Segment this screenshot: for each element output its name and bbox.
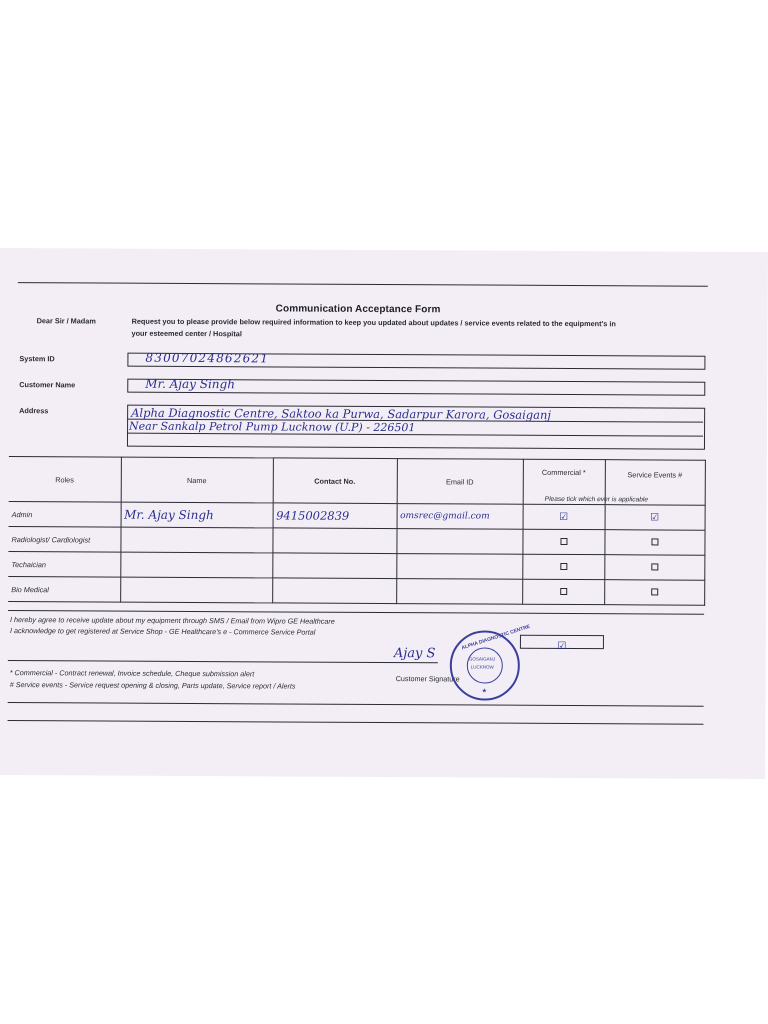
row-commercial-checkbox[interactable]: [522, 579, 604, 604]
footnote-commercial: * Commercial - Contract renewal, Invoice schedule, Cheque submission alert: [9, 668, 255, 679]
row-role: Admin: [9, 502, 121, 528]
address-line-1: Alpha Diagnostic Centre, Saktoo ka Purwa, Sadarpur Karora, Gosaiganj: [131, 405, 552, 422]
top-rule: [18, 282, 708, 287]
row-contact[interactable]: [272, 528, 396, 554]
header-roles: Roles: [9, 457, 121, 503]
intro-line-1: Request you to please provide below required information to keep you updated about updates / service events related to the equipment's in: [131, 316, 616, 329]
row-name[interactable]: [120, 552, 272, 578]
agree-checkbox[interactable]: [520, 635, 604, 652]
row-service-checkbox[interactable]: ☑: [605, 505, 705, 531]
lower-rule-2: [8, 720, 704, 725]
row-commercial-checkbox[interactable]: [522, 554, 604, 579]
lower-rule-1: [8, 702, 704, 707]
table-row: [8, 577, 704, 606]
table-bottom-rule: [8, 610, 704, 615]
header-email: Email ID: [397, 459, 523, 505]
tick-note: Please tick which ever is applicable: [544, 495, 649, 504]
header-service-label: Service Events #: [627, 470, 683, 480]
row-service-checkbox[interactable]: [604, 580, 704, 606]
stamp-inner-text-1: GOSAIGANJ: [468, 656, 496, 662]
checkbox-icon: [560, 537, 567, 544]
checkbox-icon: [651, 538, 658, 545]
table-row: [9, 502, 705, 531]
table-row: [8, 527, 704, 556]
row-contact[interactable]: [272, 578, 396, 604]
customer-name-label: Customer Name: [19, 380, 76, 390]
header-commercial-label: Commercial *: [541, 467, 586, 478]
agree-line-2: I acknowledge to get registered at Service Shop - GE Healthcare's e - Commerce Service Portal: [9, 626, 316, 637]
checkbox-icon: [560, 587, 567, 594]
row-name[interactable]: [120, 577, 272, 603]
address-line-2: Near Sankalp Petrol Pump Lucknow (U.P) - 226501: [129, 419, 416, 435]
checkbox-icon: [560, 562, 567, 569]
row-role: Radiologist/ Cardiologist: [8, 527, 120, 553]
row-email[interactable]: [396, 529, 522, 555]
row-role: Techaician: [8, 552, 120, 578]
address-label: Address: [19, 406, 49, 416]
stamp-outer-text: ALPHA DIAGNOSTIC CENTRE: [460, 623, 531, 652]
row-commercial-checkbox[interactable]: [522, 529, 604, 554]
row-service-checkbox[interactable]: [604, 530, 704, 556]
header-contact: Contact No.: [273, 458, 397, 504]
stamp-inner-text-2: LUCKNOW: [470, 664, 494, 670]
checkbox-icon: [651, 563, 658, 570]
scanned-form-sheet: [0, 248, 768, 779]
form-title: Communication Acceptance Form: [275, 303, 441, 316]
salutation: Dear Sir / Madam: [36, 316, 96, 326]
row-contact[interactable]: 9415002839: [273, 503, 397, 529]
row-service-checkbox[interactable]: [604, 555, 704, 581]
clinic-stamp: [450, 623, 531, 700]
footnote-rule: [8, 660, 438, 663]
row-name[interactable]: [120, 527, 272, 553]
signature-scribble: Ajay S: [393, 646, 436, 662]
checkbox-icon: [651, 588, 658, 595]
row-name[interactable]: Mr. Ajay Singh: [121, 502, 273, 528]
row-commercial-checkbox[interactable]: ☑: [523, 504, 605, 529]
stamp-star-icon: ★: [481, 688, 488, 695]
row-email[interactable]: omsrec@gmail.com: [397, 504, 523, 530]
system-id-value: 83007024862621: [145, 350, 270, 366]
header-name: Name: [121, 457, 273, 503]
row-email[interactable]: [396, 554, 522, 580]
signature-label: Customer Signature: [395, 674, 460, 684]
agree-tick: ☑: [557, 640, 567, 652]
row-role: Bio Medical: [8, 577, 120, 603]
contacts-table: [8, 456, 705, 606]
row-email[interactable]: [396, 579, 522, 605]
row-contact[interactable]: [272, 553, 396, 579]
system-id-label: System ID: [19, 354, 55, 364]
intro-line-2: your esteemed center / Hospital: [131, 328, 242, 339]
table-row: [8, 552, 704, 581]
agree-line-1: I hereby agree to receive update about my equipment through SMS / Email from Wipro GE Healthcare: [10, 615, 335, 626]
footnote-service: # Service events - Service request opening & closing, Parts update, Service report / Alerts: [9, 680, 296, 691]
customer-name-value: Mr. Ajay Singh: [145, 376, 235, 392]
